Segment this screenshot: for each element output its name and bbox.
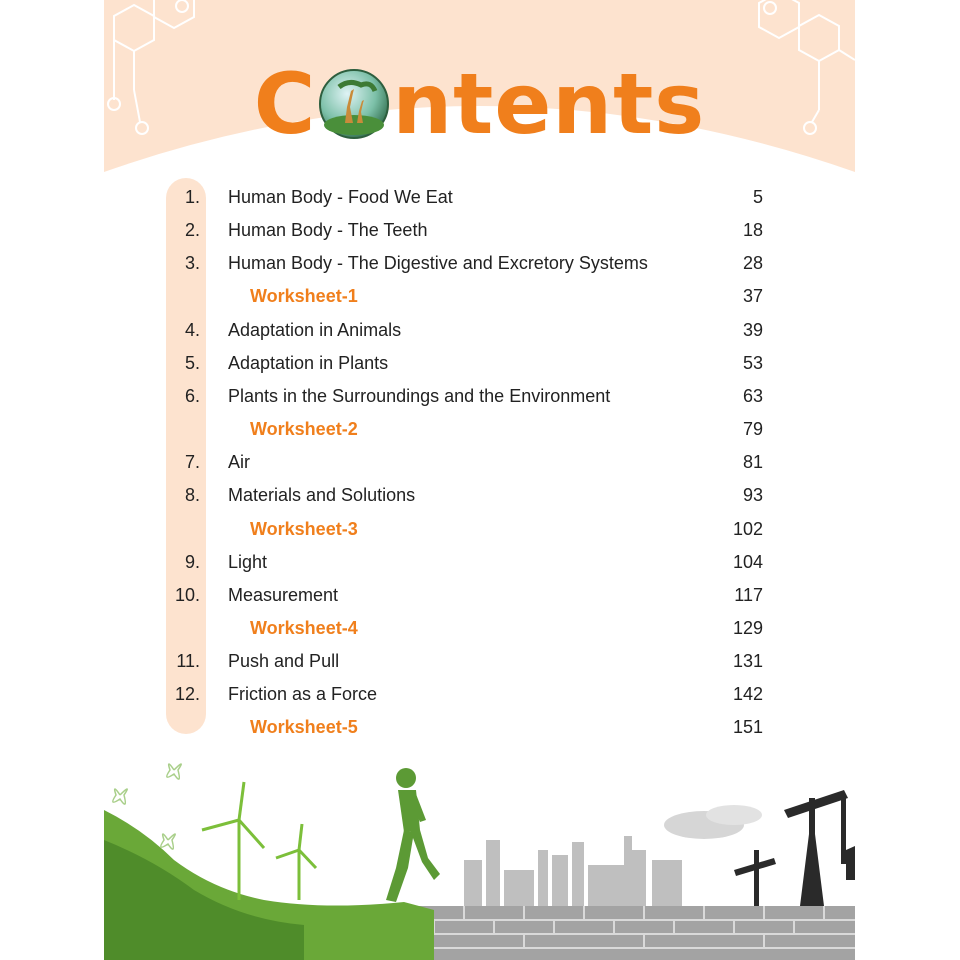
green-city-vs-industry-illustration <box>104 750 855 960</box>
toc-page-number: 63 <box>742 385 763 406</box>
toc-page-number: 81 <box>742 452 763 473</box>
toc-worksheet-row[interactable] <box>104 613 855 643</box>
toc-chapter-row[interactable] <box>104 679 855 709</box>
toc-worksheet-row[interactable] <box>104 514 855 544</box>
toc-chapter-number: 1. <box>184 187 200 207</box>
toc-chapter-title: Human Body - The Teeth <box>228 220 428 241</box>
toc-worksheet-title: Worksheet-4 <box>250 617 358 638</box>
toc-page-number: 93 <box>742 485 763 506</box>
toc-chapter-row[interactable] <box>104 646 855 676</box>
toc-chapter-row[interactable] <box>104 315 855 345</box>
toc-page-number: 37 <box>742 286 763 307</box>
toc-page-number: 151 <box>732 717 763 738</box>
toc-chapter-number: 3. <box>184 253 200 274</box>
toc-worksheet-row[interactable] <box>104 281 855 311</box>
toc-page-number: 5 <box>752 187 763 207</box>
toc-page-number: 53 <box>742 352 763 373</box>
page-title <box>104 55 855 153</box>
toc-page-number: 117 <box>734 584 763 605</box>
toc-chapter-title: Light <box>228 551 268 572</box>
title-letters-ntents: ntents <box>392 55 706 153</box>
toc-chapter-number: 4. <box>184 319 200 340</box>
toc-chapter-number: 10. <box>174 584 200 605</box>
toc-chapter-row[interactable] <box>104 248 855 278</box>
toc-worksheet-title: Worksheet-2 <box>250 419 358 440</box>
toc-chapter-title: Plants in the Surroundings and the Environment <box>228 385 611 406</box>
toc-chapter-row[interactable] <box>104 480 855 510</box>
toc-worksheet-row[interactable] <box>104 414 855 444</box>
toc-chapter-number: 12. <box>174 684 200 705</box>
toc-page-number: 102 <box>732 518 763 539</box>
toc-worksheet-title: Worksheet-5 <box>250 717 358 738</box>
toc-chapter-number: 5. <box>184 352 200 373</box>
toc-chapter-row[interactable] <box>104 580 855 610</box>
toc-chapter-number: 8. <box>184 485 200 506</box>
toc-chapter-title: Human Body - The Digestive and Excretory Systems <box>228 253 648 274</box>
toc-chapter-title: Adaptation in Plants <box>228 352 389 373</box>
toc-chapter-number: 2. <box>184 220 200 241</box>
toc-worksheet-title: Worksheet-1 <box>250 286 358 307</box>
contents-page <box>104 0 855 960</box>
toc-page-number: 39 <box>742 319 763 340</box>
toc-chapter-number: 9. <box>184 551 200 572</box>
toc-chapter-row[interactable] <box>104 381 855 411</box>
toc-page-number: 28 <box>742 253 763 274</box>
toc-page-number: 129 <box>732 617 763 638</box>
toc-worksheet-row[interactable] <box>104 712 855 742</box>
toc-chapter-title: Push and Pull <box>228 651 340 672</box>
toc-chapter-number: 6. <box>184 385 200 406</box>
toc-chapter-title: Human Body - Food We Eat <box>228 187 453 207</box>
toc-chapter-row[interactable] <box>104 182 855 212</box>
toc-page-number: 142 <box>732 684 763 705</box>
toc-worksheet-title: Worksheet-3 <box>250 518 358 539</box>
toc-chapter-number: 11. <box>176 651 200 672</box>
toc-chapter-title: Adaptation in Animals <box>228 319 402 340</box>
toc-chapter-row[interactable] <box>104 547 855 577</box>
toc-chapter-title: Air <box>228 452 250 473</box>
toc-chapter-title: Materials and Solutions <box>228 485 416 506</box>
toc-chapter-row[interactable] <box>104 215 855 245</box>
toc-chapter-row[interactable] <box>104 348 855 378</box>
toc-page-number: 131 <box>732 651 763 672</box>
toc-chapter-number: 7. <box>184 452 200 473</box>
toc-page-number: 79 <box>742 419 763 440</box>
toc-chapter-row[interactable] <box>104 447 855 477</box>
toc-page-number: 104 <box>732 551 763 572</box>
title-letter-c: C <box>253 55 317 153</box>
globe-with-giraffes-icon <box>317 67 391 141</box>
toc-page-number: 18 <box>742 220 763 241</box>
toc-chapter-title: Measurement <box>228 584 339 605</box>
toc-chapter-title: Friction as a Force <box>228 684 378 705</box>
